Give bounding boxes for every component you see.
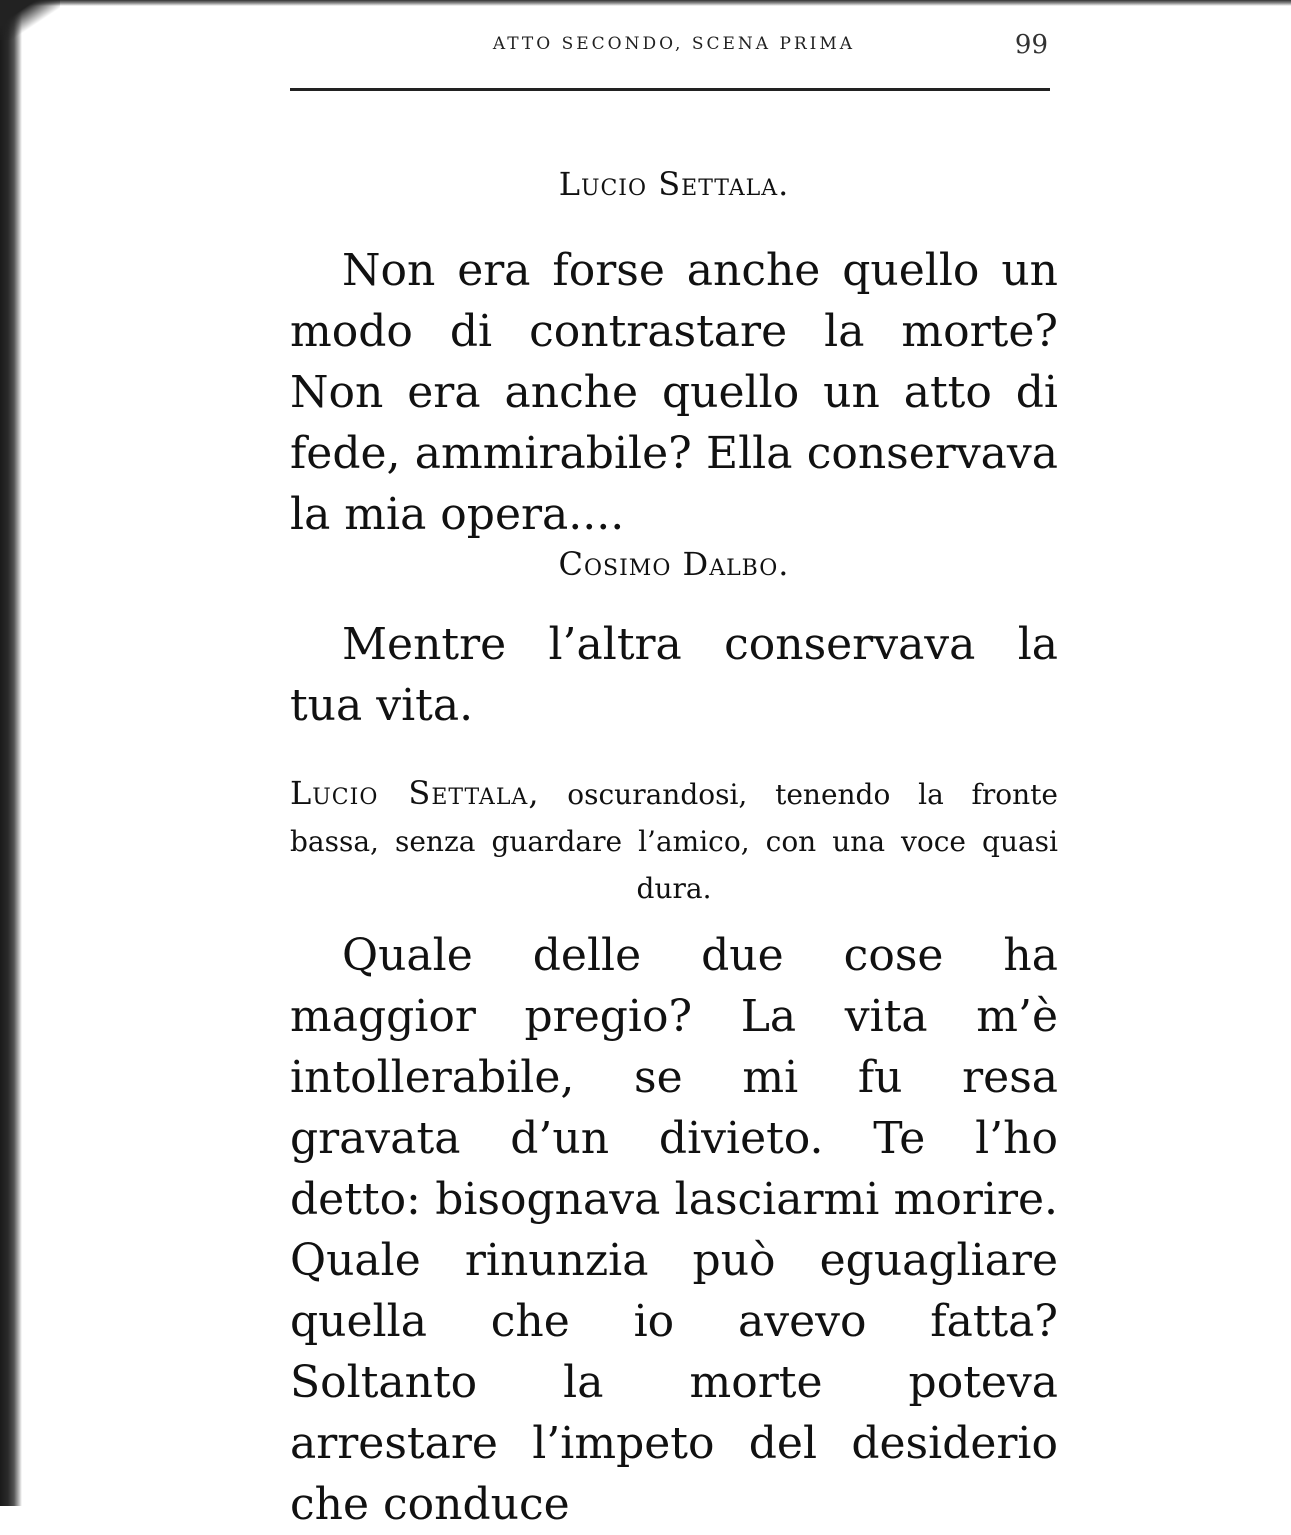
speaker-heading: Cosimo Dalbo. [558, 545, 790, 583]
stage-direction [290, 770, 1058, 912]
stage-direction-text: oscurandosi, tenendo la fronte bassa, senza guardare l’amico, con una voce quasi dura. [290, 778, 1058, 905]
scan-corner-shadow [0, 0, 60, 40]
running-title: ATTO SECONDO, SCENA PRIMA [492, 34, 856, 54]
scan-edge-top [0, 0, 1291, 6]
speaker-heading: Lucio Settala. [558, 165, 790, 203]
page-number: 99 [1014, 30, 1048, 60]
scan-edge-left [0, 0, 22, 1506]
running-header [290, 28, 1058, 68]
speech-paragraph: Mentre l’altra conservava la tua vita. [290, 619, 1058, 731]
stage-direction-speaker: Lucio Settala, [290, 774, 540, 812]
header-rule [290, 88, 1050, 91]
speech-paragraph: Non era forse anche quello un modo di contrastare la morte? Non era anche quello un atto di fede, ammirabile? Ella conservava la mia opera.... [290, 245, 1058, 540]
speech-paragraph: Quale delle due cose ha maggior pregio? La vita m’è intollerabile, se mi fu resa gravata d’un divieto. Te l’ho detto: bisognava lasciarmi morire. Quale rinunzia può eguagliare quella che io avevo fatta? Soltanto la morte poteva arrestare l’impeto del desiderio che conduce [290, 930, 1058, 1530]
